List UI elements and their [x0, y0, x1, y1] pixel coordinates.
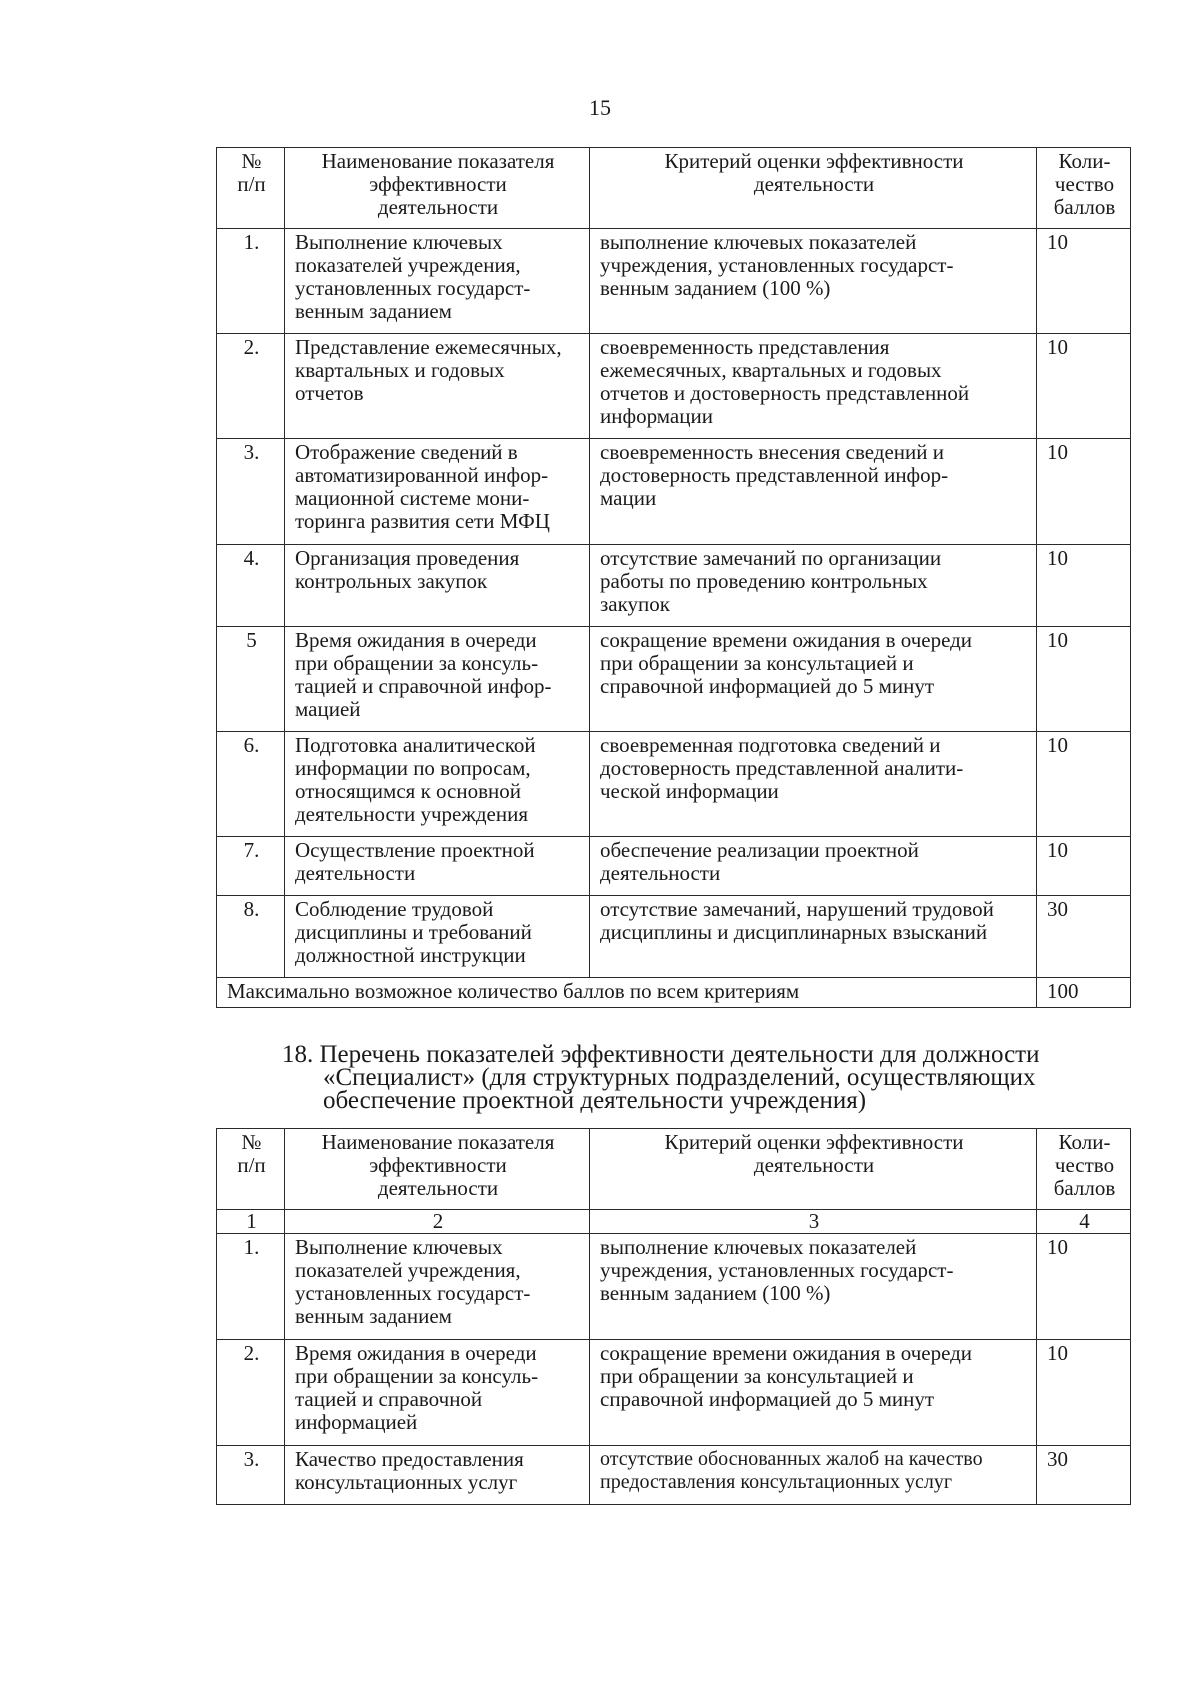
section-title-line-3: обеспечение проектной деятельности учреждения) — [323, 1087, 867, 1114]
row-points: 10 — [1037, 1340, 1131, 1446]
row-points: 10 — [1037, 1234, 1131, 1340]
row-points: 10 — [1037, 545, 1131, 627]
row-criterion: выполнение ключевых показателей учреждения, установленных государст- венным заданием (100 %) — [590, 229, 1037, 334]
row-name: Время ожидания в очереди при обращении за консуль- тацией и справочной инфор- мацией — [285, 627, 590, 732]
table-row — [217, 1340, 1131, 1446]
row-name: Время ожидания в очереди при обращении за консуль- тацией и справочной информацией — [285, 1340, 590, 1446]
criteria-table-1 — [216, 147, 1131, 1008]
row-num: 3. — [217, 1446, 285, 1505]
total-value: 100 — [1037, 978, 1131, 1008]
row-num: 2. — [217, 1340, 285, 1446]
row-points: 10 — [1037, 439, 1131, 545]
table-row — [217, 334, 1131, 439]
section-title-line-2: «Специалист» (для структурных подразделений, осуществляющих — [323, 1064, 1036, 1091]
header-num: № п/п — [217, 148, 285, 229]
row-name: Отображение сведений в автоматизированной инфор- мационной системе мони- торинга развития сети МФЦ — [285, 439, 590, 545]
row-points: 10 — [1037, 334, 1131, 439]
section-title-line-1: 18. Перечень показателей эффективности деятельности для должности — [282, 1041, 1040, 1068]
row-name: Выполнение ключевых показателей учреждения, установленных государст- венным заданием — [285, 1234, 590, 1340]
total-label: Максимально возможное количество баллов по всем критериям — [217, 978, 1037, 1008]
table-total-row — [217, 978, 1131, 1008]
table-row — [217, 837, 1131, 896]
row-name: Соблюдение трудовой дисциплины и требований должностной инструкции — [285, 896, 590, 978]
row-num: 5 — [217, 627, 285, 732]
row-points: 30 — [1037, 896, 1131, 978]
table-row — [217, 1446, 1131, 1505]
header-num: № п/п — [217, 1129, 285, 1210]
row-num: 6. — [217, 732, 285, 837]
row-name: Осуществление проектной деятельности — [285, 837, 590, 896]
table-row — [217, 732, 1131, 837]
table-row — [217, 627, 1131, 732]
column-number-row — [217, 1210, 1131, 1234]
row-name: Организация проведения контрольных закупок — [285, 545, 590, 627]
row-criterion: сокращение времени ожидания в очереди при обращении за консультацией и справочной информацией до 5 минут — [590, 1340, 1037, 1446]
header-name: Наименование показателя эффективности деятельности — [285, 1129, 590, 1210]
row-num: 8. — [217, 896, 285, 978]
page-number: 15 — [589, 95, 611, 120]
row-points: 10 — [1037, 229, 1131, 334]
row-name: Качество предоставления консультационных услуг — [285, 1446, 590, 1505]
row-num: 3. — [217, 439, 285, 545]
column-number: 4 — [1037, 1210, 1131, 1234]
row-num: 2. — [217, 334, 285, 439]
row-num: 1. — [217, 229, 285, 334]
row-criterion: отсутствие замечаний, нарушений трудовой дисциплины и дисциплинарных взысканий — [590, 896, 1037, 978]
row-name: Представление ежемесячных, квартальных и годовых отчетов — [285, 334, 590, 439]
row-criterion: обеспечение реализации проектной деятельности — [590, 837, 1037, 896]
table-header-row — [217, 148, 1131, 229]
table-row — [217, 229, 1131, 334]
row-name: Подготовка аналитической информации по вопросам, относящимся к основной деятельности учреждения — [285, 732, 590, 837]
section-title-18 — [282, 1043, 1142, 1112]
row-num: 4. — [217, 545, 285, 627]
header-name: Наименование показателя эффективности деятельности — [285, 148, 590, 229]
row-points: 10 — [1037, 837, 1131, 896]
header-points: Коли- чество баллов — [1037, 148, 1131, 229]
column-number: 3 — [590, 1210, 1037, 1234]
table-header-row — [217, 1129, 1131, 1210]
row-criterion: своевременная подготовка сведений и достоверность представленной аналити- ческой информации — [590, 732, 1037, 837]
table-row — [217, 439, 1131, 545]
row-criterion: сокращение времени ожидания в очереди при обращении за консультацией и справочной информацией до 5 минут — [590, 627, 1037, 732]
header-criterion: Критерий оценки эффективности деятельности — [590, 1129, 1037, 1210]
table-row — [217, 545, 1131, 627]
column-number: 1 — [217, 1210, 285, 1234]
row-name: Выполнение ключевых показателей учреждения, установленных государст- венным заданием — [285, 229, 590, 334]
criteria-table-2 — [216, 1128, 1131, 1505]
row-criterion: своевременность представления ежемесячных, квартальных и годовых отчетов и достоверность представленной информации — [590, 334, 1037, 439]
row-criterion: своевременность внесения сведений и достоверность представленной инфор- мации — [590, 439, 1037, 545]
header-criterion: Критерий оценки эффективности деятельности — [590, 148, 1037, 229]
header-points: Коли- чество баллов — [1037, 1129, 1131, 1210]
row-num: 1. — [217, 1234, 285, 1340]
column-number: 2 — [285, 1210, 590, 1234]
row-points: 10 — [1037, 732, 1131, 837]
row-points: 10 — [1037, 627, 1131, 732]
table-row — [217, 1234, 1131, 1340]
row-criterion: выполнение ключевых показателей учреждения, установленных государст- венным заданием (100 %) — [590, 1234, 1037, 1340]
row-points: 30 — [1037, 1446, 1131, 1505]
row-criterion: отсутствие замечаний по организации работы по проведению контрольных закупок — [590, 545, 1037, 627]
row-num: 7. — [217, 837, 285, 896]
table-row — [217, 896, 1131, 978]
row-criterion: отсутствие обоснованных жалоб на качество предоставления консультационных услуг — [590, 1446, 1037, 1505]
